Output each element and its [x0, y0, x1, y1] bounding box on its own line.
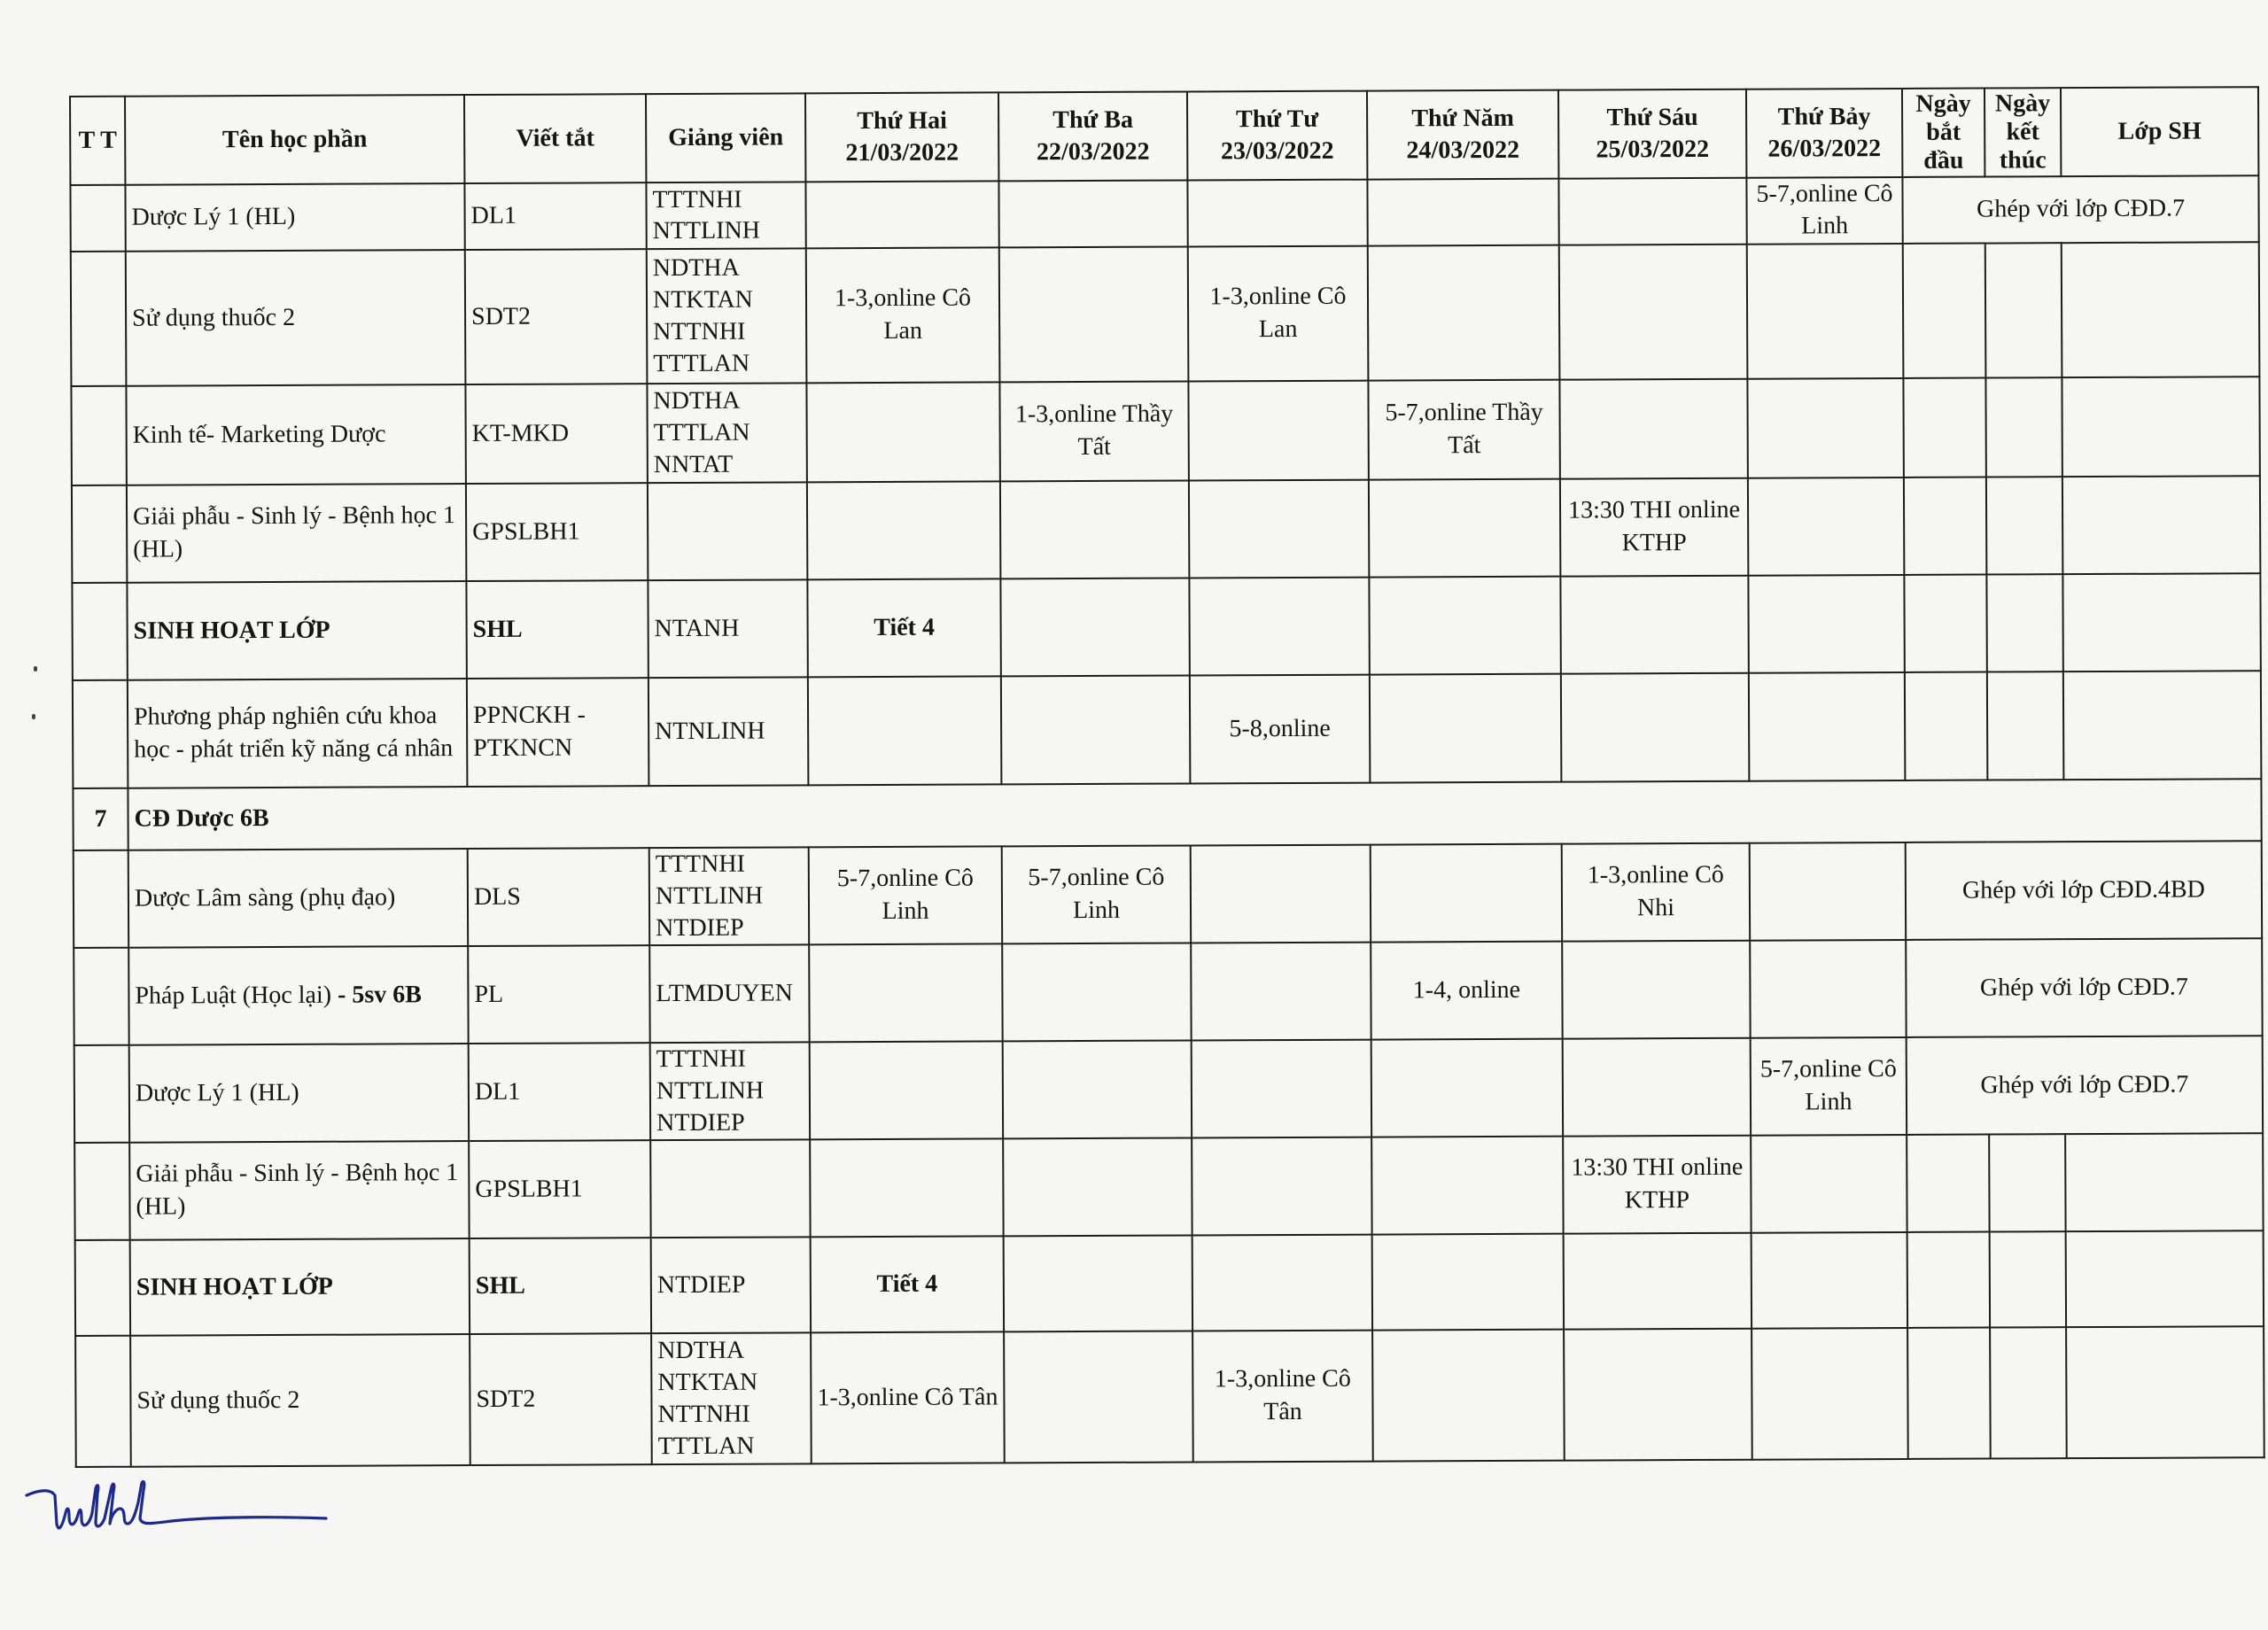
- subject-name: SINH HOẠT LỚP: [136, 1272, 333, 1301]
- group-number: 7: [73, 788, 128, 850]
- lecturer-code: TTTLAN: [657, 1432, 755, 1460]
- day-cell-5: [1749, 672, 1906, 781]
- day-cell-2: 1-3,online Cô Tân: [1192, 1330, 1373, 1462]
- day-cell-1: [1001, 675, 1191, 784]
- subject-cell: [125, 183, 464, 251]
- class-sh-cell: [2062, 376, 2259, 477]
- schedule-sheet: [69, 86, 2264, 1468]
- abbr-cell: SHL: [470, 1238, 651, 1334]
- class-sh-cell: [2062, 242, 2260, 377]
- header-day-0: Thứ Hai 21/03/2022: [805, 92, 998, 182]
- end-date-cell: [1990, 1231, 2066, 1327]
- lecturer-code: TTTNHI: [655, 850, 745, 879]
- day-cell-1: [998, 180, 1187, 247]
- day-cell-2: [1191, 942, 1371, 1040]
- day-cell-4: [1559, 379, 1747, 479]
- lecturer-cell: [647, 383, 806, 483]
- end-date-cell: [1986, 477, 2062, 574]
- schedule-table: [69, 86, 2265, 1468]
- lecturer-code: TTTLAN: [653, 349, 750, 377]
- day-cell-5: [1747, 244, 1904, 379]
- table-row: [70, 175, 2258, 252]
- lecturer-cell: [649, 944, 809, 1043]
- table-row: [71, 242, 2260, 386]
- day-cell-0: [805, 181, 998, 248]
- day-cell-4: [1560, 576, 1748, 674]
- day-cell-0: [808, 676, 1002, 785]
- abbr-cell: DLS: [468, 848, 649, 946]
- subject-cell: [128, 679, 468, 788]
- table-row: [74, 1036, 2263, 1143]
- day-cell-0: [807, 481, 1000, 579]
- abbr-cell: DL1: [469, 1043, 650, 1141]
- class-sh-cell: [2065, 1133, 2263, 1231]
- start-date-cell: [1904, 574, 1986, 671]
- row-number: [74, 947, 128, 1044]
- lecturer-cell: [651, 1332, 812, 1464]
- abbr-cell: SHL: [466, 580, 648, 679]
- day-cell-3: [1368, 244, 1560, 380]
- day-cell-5: [1751, 1328, 1908, 1460]
- lecturer-code: NTKTAN: [657, 1368, 758, 1397]
- header-start-date: Ngày bắt đầu: [1902, 89, 1984, 177]
- day-cell-4: [1558, 178, 1746, 245]
- day-cell-5: [1748, 477, 1904, 576]
- end-date-cell: [1989, 1134, 2065, 1231]
- start-date-cell: [1905, 671, 1988, 780]
- row-number: [71, 386, 126, 485]
- abbr-cell: DL1: [464, 182, 646, 250]
- subject-cell: [127, 484, 466, 583]
- group-row: [73, 779, 2261, 850]
- lecturer-code: NTANH: [654, 614, 740, 642]
- row-number: [71, 252, 127, 386]
- subject-cell: [128, 849, 468, 948]
- scan-speck: [32, 714, 35, 719]
- day-cell-2: [1192, 1234, 1372, 1331]
- lecturer-cell: [649, 677, 809, 786]
- end-date-cell: [1985, 377, 2062, 477]
- class-sh-cell: [2062, 573, 2260, 671]
- day-cell-1: [1000, 480, 1189, 578]
- class-note: Ghép với lớp CĐD.4BD: [1906, 841, 2262, 940]
- header-day-2: Thứ Tư 23/03/2022: [1187, 91, 1367, 181]
- row-number: [75, 1335, 131, 1466]
- table-row: [75, 1326, 2264, 1467]
- day-cell-0: [806, 382, 999, 482]
- header-day-1: Thứ Ba 22/03/2022: [998, 91, 1187, 181]
- subject-name: Dược Lý 1 (HL): [135, 1078, 299, 1107]
- lecturer-code: NTTLINH: [652, 216, 761, 245]
- day-cell-2: [1188, 380, 1368, 480]
- day-cell-3: [1370, 673, 1562, 782]
- header-class-sh: Lớp SH: [2061, 87, 2258, 176]
- day-cell-5: 5-7,online Cô Linh: [1751, 1037, 1907, 1136]
- day-cell-5: 5-7,online Cô Linh: [1746, 177, 1902, 244]
- day-cell-4: 13:30 THI online KTHP: [1563, 1136, 1751, 1234]
- class-note: Ghép với lớp CĐD.7: [1906, 938, 2262, 1037]
- lecturer-cell: [651, 1237, 811, 1333]
- day-cell-2: [1189, 479, 1369, 578]
- subject-cell: [126, 250, 466, 386]
- group-name: CĐ Dược 6B: [128, 779, 2261, 850]
- lecturer-code: NTDIEP: [656, 913, 744, 942]
- lecturer-code: NTTLINH: [656, 1076, 765, 1105]
- row-number: [74, 850, 128, 947]
- lecturer-code: NDTHA: [652, 253, 740, 283]
- table-row: [72, 573, 2260, 680]
- table-row: [75, 1230, 2264, 1336]
- row-number: [74, 1044, 129, 1142]
- row-number: [73, 680, 128, 788]
- lecturer-cell: [650, 1139, 810, 1238]
- abbr-cell: SDT2: [465, 249, 648, 384]
- subject-name: SINH HOẠT LỚP: [133, 616, 330, 645]
- day-cell-3: [1372, 1329, 1565, 1461]
- header-day-3: Thứ Năm 24/03/2022: [1367, 90, 1558, 180]
- abbr-cell: GPSLBH1: [466, 483, 648, 581]
- header-abbr: Viết tắt: [464, 94, 646, 183]
- day-cell-0: 1-3,online Cô Tân: [811, 1331, 1005, 1463]
- class-sh-cell: [2063, 671, 2262, 780]
- start-date-cell: [1904, 477, 1986, 574]
- lecturer-code: NTNLINH: [655, 717, 765, 745]
- table-row: [73, 671, 2262, 788]
- day-cell-3: [1371, 843, 1562, 942]
- end-date-cell: [1985, 243, 2062, 377]
- day-cell-5: [1747, 378, 1903, 478]
- day-cell-1: [1003, 1137, 1192, 1236]
- day-cell-4: 1-3,online Cô Nhi: [1562, 843, 1750, 942]
- abbr-cell: PPNCKH - PTKNCN: [467, 678, 649, 787]
- day-cell-3: [1372, 1233, 1564, 1330]
- day-cell-1: 5-7,online Cô Linh: [1002, 845, 1191, 943]
- day-cell-4: 13:30 THI online KTHP: [1560, 478, 1748, 577]
- class-sh-cell: [2062, 476, 2260, 574]
- day-cell-1: [1004, 1331, 1193, 1463]
- subject-name: Kinh tế- Marketing Dược: [132, 420, 386, 449]
- day-cell-4: [1564, 1233, 1751, 1330]
- day-cell-2: [1187, 180, 1367, 247]
- day-cell-2: [1189, 577, 1369, 675]
- row-number: [74, 1142, 129, 1239]
- subject-extra: - 5sv 6B: [330, 980, 422, 1009]
- lecturer-code: NTDIEP: [656, 1270, 746, 1299]
- day-cell-2: 5-8,online: [1190, 674, 1371, 783]
- day-cell-3: [1371, 1136, 1563, 1234]
- header-end-date: Ngày kết thúc: [1984, 88, 2061, 176]
- start-date-cell: [1903, 377, 1985, 477]
- lecturer-code: NNTAT: [653, 450, 734, 478]
- subject-name: Pháp Luật (Học lại): [135, 981, 332, 1010]
- schedule-body: [70, 175, 2264, 1467]
- lecturer-code: TTTLAN: [653, 418, 750, 446]
- row-number: [70, 185, 125, 252]
- subject-cell: [130, 1334, 470, 1467]
- day-cell-5: [1750, 940, 1906, 1038]
- day-cell-1: [1003, 1040, 1192, 1138]
- subject-cell: [126, 384, 465, 485]
- day-cell-4: [1564, 1329, 1752, 1461]
- day-cell-5: [1751, 1232, 1907, 1329]
- day-cell-0: [809, 943, 1002, 1042]
- day-cell-2: 1-3,online Cô Lan: [1188, 245, 1369, 381]
- day-cell-1: [1004, 1235, 1192, 1331]
- subject-cell: [128, 946, 468, 1045]
- day-cell-3: [1367, 179, 1558, 246]
- day-cell-1: 1-3,online Thầy Tất: [999, 381, 1188, 481]
- start-date-cell: [1907, 1327, 1991, 1458]
- class-note: Ghép với lớp CĐD.7: [1902, 175, 2258, 244]
- subject-name: Phương pháp nghiên cứu khoa học - phát triển kỹ năng cá nhân: [133, 702, 454, 764]
- lecturer-code: NTDIEP: [656, 1108, 745, 1137]
- lecturer-cell: [649, 847, 809, 945]
- day-cell-2: [1192, 1137, 1371, 1235]
- day-cell-5: [1748, 575, 1904, 673]
- class-sh-cell: [2066, 1230, 2264, 1327]
- lecturer-cell: [647, 248, 807, 384]
- day-cell-0: [810, 1138, 1003, 1237]
- row-number: [72, 583, 127, 680]
- lecturer-code: NTTNHI: [657, 1400, 750, 1428]
- subject-name: Giải phẫu - Sinh lý - Bệnh học 1 (HL): [136, 1159, 459, 1221]
- lecturer-code: NTKTAN: [652, 285, 753, 314]
- subject-name: Dược Lý 1 (HL): [131, 203, 296, 231]
- lecturer-code: NDTHA: [657, 1336, 745, 1365]
- class-sh-cell: [2066, 1326, 2264, 1458]
- day-cell-1: [1000, 578, 1189, 676]
- subject-cell: [129, 1044, 469, 1143]
- subject-cell: [127, 581, 466, 680]
- start-date-cell: [1907, 1134, 1989, 1231]
- row-number: [75, 1239, 130, 1335]
- lecturer-code: NDTHA: [653, 386, 741, 415]
- day-cell-3: [1369, 478, 1560, 577]
- lecturer-cell: [650, 1042, 810, 1140]
- header-subject: Tên học phần: [125, 95, 464, 185]
- lecturer-code: NTTNHI: [653, 317, 746, 345]
- signature-image: [25, 1478, 344, 1548]
- day-cell-2: [1191, 844, 1371, 943]
- header-day-5: Thứ Bảy 26/03/2022: [1746, 89, 1902, 178]
- day-cell-2: [1192, 1039, 1371, 1137]
- subject-name: Dược Lâm sàng (phụ đạo): [134, 882, 396, 912]
- start-date-cell: [1907, 1231, 1990, 1327]
- day-cell-4: [1562, 941, 1750, 1039]
- abbr-cell: KT-MKD: [465, 384, 647, 484]
- day-cell-3: 5-7,online Thầy Tất: [1368, 379, 1559, 479]
- lecturer-code: LTMDUYEN: [656, 979, 794, 1007]
- header-row: [70, 87, 2258, 185]
- day-cell-1: [999, 246, 1189, 382]
- day-cell-4: [1561, 673, 1750, 782]
- table-row: [72, 476, 2260, 583]
- subject-name: Sử dụng thuốc 2: [132, 303, 296, 332]
- lecturer-code: TTTNHI: [652, 185, 742, 213]
- subject-name: Giải phẫu - Sinh lý - Bệnh học 1 (HL): [133, 501, 456, 563]
- header-tt: T T: [70, 97, 125, 185]
- day-cell-0: Tiết 4: [807, 578, 1000, 677]
- end-date-cell: [1990, 1327, 2067, 1458]
- subject-name: Sử dụng thuốc 2: [136, 1386, 300, 1415]
- day-cell-1: [1002, 943, 1191, 1041]
- header-lecturer: Giảng viên: [646, 93, 805, 182]
- abbr-cell: PL: [468, 945, 649, 1044]
- day-cell-0: 5-7,online Cô Linh: [809, 846, 1002, 944]
- scan-speck: [34, 666, 37, 671]
- day-cell-3: [1371, 1038, 1563, 1137]
- subject-cell: [129, 1141, 469, 1240]
- table-row: [74, 1133, 2263, 1240]
- lecturer-cell: [648, 579, 807, 678]
- header-day-4: Thứ Sáu 25/03/2022: [1558, 89, 1746, 179]
- subject-cell: [130, 1238, 470, 1336]
- table-row: [74, 841, 2262, 948]
- lecturer-cell: [646, 182, 805, 249]
- lecturer-code: NTTLINH: [655, 881, 764, 910]
- day-cell-3: 1-4, online: [1371, 941, 1562, 1039]
- table-row: [74, 938, 2262, 1045]
- end-date-cell: [1986, 574, 2062, 671]
- start-date-cell: [1903, 243, 1986, 377]
- end-date-cell: [1987, 671, 2064, 780]
- day-cell-4: [1563, 1038, 1751, 1137]
- abbr-cell: SDT2: [470, 1333, 652, 1465]
- day-cell-0: Tiết 4: [811, 1236, 1004, 1332]
- class-note: Ghép với lớp CĐD.7: [1907, 1036, 2263, 1135]
- row-number: [72, 485, 127, 583]
- abbr-cell: GPSLBH1: [469, 1140, 650, 1238]
- day-cell-4: [1559, 244, 1748, 380]
- day-cell-3: [1369, 576, 1560, 674]
- day-cell-0: 1-3,online Cô Lan: [806, 247, 1000, 383]
- lecturer-code: TTTNHI: [656, 1044, 746, 1074]
- table-row: [71, 376, 2259, 485]
- day-cell-5: [1751, 1135, 1907, 1233]
- day-cell-5: [1750, 842, 1906, 941]
- lecturer-cell: [648, 482, 807, 580]
- day-cell-0: [810, 1041, 1003, 1139]
